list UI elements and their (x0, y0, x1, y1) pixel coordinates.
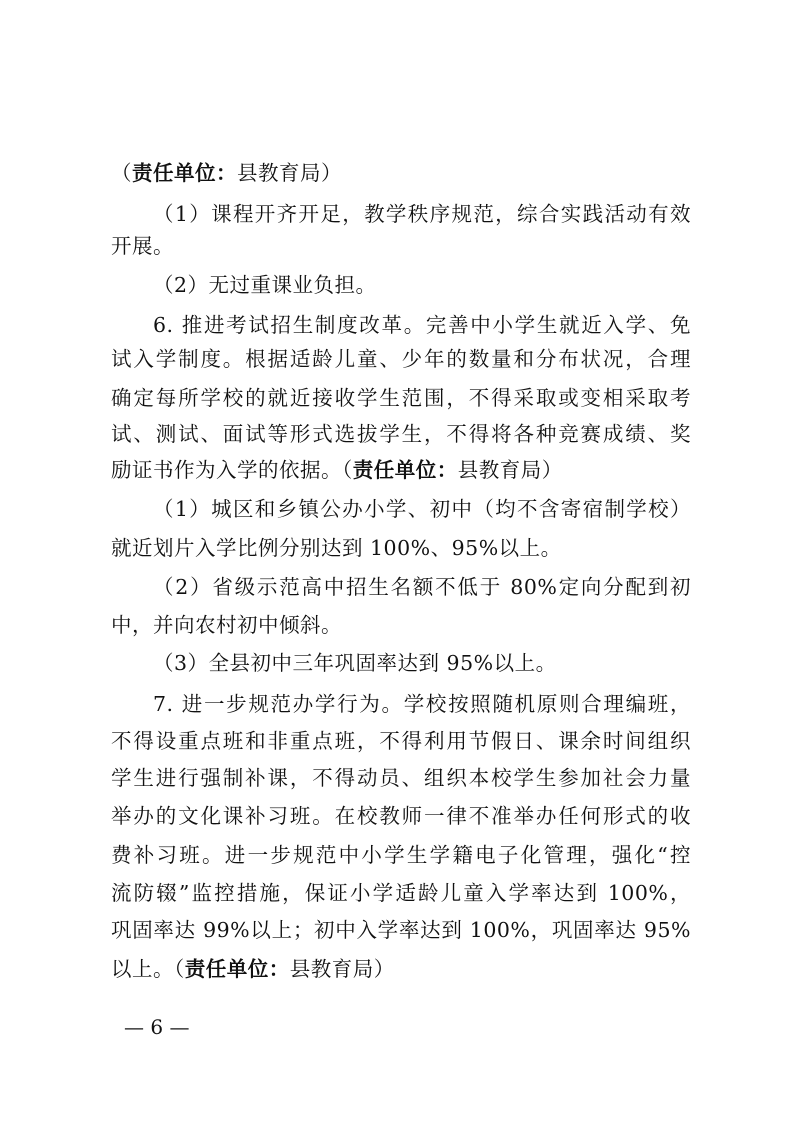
line-part: （2）无过重课业负担。 (153, 273, 377, 297)
text-line (111, 802, 691, 830)
line-part: 县教育局） (457, 458, 563, 482)
text-line (111, 345, 691, 373)
line-part: 7. 进一步规范办学行为。学校按照随机原则合理编班， (153, 692, 691, 716)
line-part: （ (111, 161, 132, 185)
line-part: 确定每所学校的就近接收学生范围，不得采取或变相采取考 (111, 386, 691, 410)
line-part: 不得设重点班和非重点班，不得利用节假日、课余时间组织 (111, 729, 691, 753)
line-part: 试、测试、面试等形式选拔学生，不得将各种竞赛成绩、奖 (111, 422, 691, 446)
text-line (111, 955, 395, 983)
line-part: 中，并向农村初中倾斜。 (111, 613, 342, 637)
text-line (111, 456, 563, 484)
line-part: 费补习班。进一步规范中小学生学籍电子化管理，强化“控 (111, 843, 691, 867)
text-line (111, 879, 691, 907)
text-line (111, 727, 691, 755)
text-line (153, 200, 691, 228)
text-line (111, 841, 691, 869)
text-line (111, 534, 562, 562)
line-part: 巩固率达 99%以上；初中入学率达到 100%，巩固率达 95% (111, 918, 691, 942)
line-part: 县教育局） (289, 957, 395, 981)
text-line (153, 649, 557, 677)
text-line (153, 495, 691, 523)
page-number: — 6 — (124, 1015, 190, 1039)
line-part: （2）省级示范高中招生名额不低于 80%定向分配到初 (153, 575, 691, 599)
text-line (111, 232, 174, 260)
text-line (111, 420, 691, 448)
line-part: 就近划片入学比例分别达到 100%、95%以上。 (111, 536, 562, 560)
line-part: 学生进行强制补课，不得动员、组织本校学生参加社会力量 (111, 766, 691, 790)
line-part: 县教育局） (237, 161, 342, 185)
line-part: （1）城区和乡镇公办小学、初中（均不含寄宿制学校） (153, 497, 691, 521)
text-line (111, 764, 691, 792)
text-line (111, 384, 691, 412)
text-line (111, 159, 342, 187)
responsibility-label: 责任单位： (184, 957, 290, 981)
text-line (153, 311, 691, 339)
line-part: 6. 推进考试招生制度改革。完善中小学生就近入学、免 (153, 313, 691, 337)
line-part: 流防辍”监控措施，保证小学适龄儿童入学率达到 100%， (111, 881, 691, 905)
line-part: 试入学制度。根据适龄儿童、少年的数量和分布状况，合理 (111, 347, 691, 371)
line-part: （1）课程开齐开足，教学秩序规范，综合实践活动有效 (153, 202, 691, 226)
text-line (153, 573, 691, 601)
text-line (111, 611, 342, 639)
line-part: 开展。 (111, 234, 174, 258)
line-part: 以上。（ (111, 957, 185, 981)
responsibility-label: 责任单位： (352, 458, 458, 482)
text-line (153, 690, 691, 718)
text-line (153, 271, 377, 299)
line-part: 励证书作为入学的依据。（ (111, 458, 353, 482)
line-part: （3）全县初中三年巩固率达到 95%以上。 (153, 651, 557, 675)
responsibility-label: 责任单位： (132, 161, 237, 185)
text-line (111, 916, 691, 944)
line-part: 举办的文化课补习班。在校教师一律不准举办任何形式的收 (111, 804, 691, 828)
